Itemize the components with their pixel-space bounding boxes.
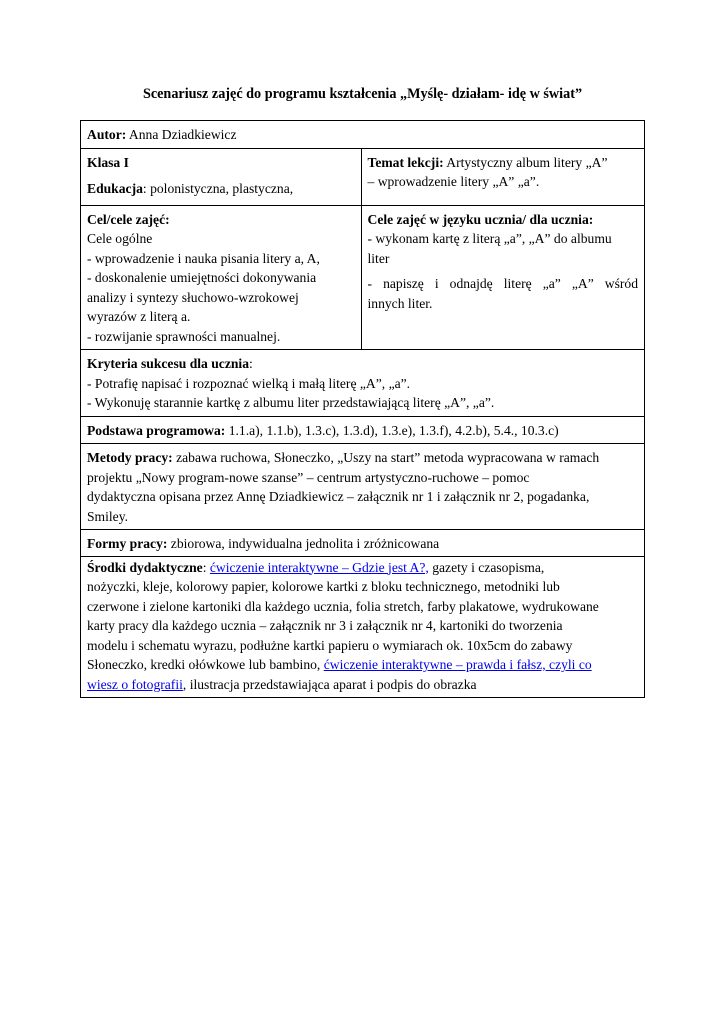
resources-text: , ilustracja przedstawiająca aparat i podpis do obrazka	[182, 676, 477, 692]
student-goal-item: innych liter.	[367, 295, 433, 311]
goals-row	[81, 205, 645, 350]
curriculum-label: Podstawa programowa:	[87, 422, 226, 438]
student-goals-cell	[361, 205, 645, 350]
topic-label: Temat lekcji:	[367, 154, 444, 170]
document-title: Scenariusz zajęć do programu kształcenia „Myślę- działam- idę w świat”	[142, 86, 583, 102]
education-line	[87, 179, 355, 199]
methods-row	[81, 444, 645, 530]
resources-text: gazety i czasopisma,	[428, 559, 545, 575]
methods-label: Metody pracy:	[87, 450, 173, 465]
resources-text: karty pracy dla każdego ucznia – załącznik nr 3 i załącznik nr 4, kartoniki do tworzenia	[87, 618, 563, 633]
class-cell	[81, 148, 362, 205]
education-label: Edukacja	[87, 181, 143, 196]
class-label: Klasa I	[87, 154, 129, 170]
lesson-table	[80, 120, 645, 698]
interactive-exercise-link-true-false-cont[interactable]: wiesz o fotografii	[87, 676, 183, 692]
resources-colon: :	[202, 559, 210, 575]
goal-item: - wprowadzenie i nauka pisania litery a, A,	[87, 250, 320, 266]
curriculum-row	[81, 416, 645, 444]
criteria-item: - Potrafię napisać i rozpoznać wielką i małą literę „A”, „a”.	[87, 375, 411, 391]
goal-item: - rozwijanie sprawności manualnej.	[87, 328, 281, 344]
topic-line-1	[368, 153, 639, 173]
topic-cell	[361, 148, 645, 205]
class-topic-row	[81, 148, 645, 205]
methods-text: zabawa ruchowa, Słoneczko, „Uszy na start” metoda wypracowana w ramach	[172, 450, 600, 465]
criteria-item: - Wykonuję starannie kartkę z albumu liter przedstawiającą literę „A”, „a”.	[87, 395, 495, 410]
goals-label: Cel/cele zajęć:	[87, 211, 170, 227]
student-goals-label: Cele zajęć w języku ucznia/ dla ucznia:	[367, 211, 594, 227]
goal-item: - doskonalenie umiejętności dokonywania	[87, 270, 317, 285]
methods-text: Smiley.	[87, 508, 129, 524]
resources-line-1	[87, 558, 638, 578]
criteria-colon: :	[249, 356, 253, 371]
goals-cell	[81, 205, 362, 350]
topic-value-1: Artystyczny album litery „A”	[443, 154, 608, 170]
forms-value: zbiorowa, indywidualna jednolita i zróżnicowana	[167, 536, 440, 551]
curriculum-cell	[81, 416, 645, 444]
resources-label: Środki dydaktyczne	[87, 559, 203, 575]
education-value: : polonistyczna, plastyczna,	[142, 181, 294, 196]
methods-line-1	[87, 448, 638, 468]
criteria-heading	[87, 354, 638, 374]
criteria-cell	[81, 350, 645, 417]
author-cell	[81, 121, 645, 149]
resources-row	[81, 556, 645, 698]
student-goal-item: - wykonam kartę z literą „a”, „A” do albumu	[367, 231, 612, 246]
author-row	[81, 121, 645, 149]
author-value: Anna Dziadkiewicz	[126, 127, 237, 142]
resources-line-5	[87, 655, 638, 675]
resources-text: czerwone i zielone kartoniki dla każdego ucznia, folia stretch, farby plakatowe, wydrukowane	[87, 598, 599, 614]
forms-row	[81, 530, 645, 557]
goal-item: wyrazów z literą a.	[87, 309, 191, 324]
resources-text: Słoneczko, kredki ołówkowe lub bambino,	[87, 657, 324, 672]
author-label: Autor:	[87, 127, 127, 142]
student-goal-item: - napiszę i odnajdę literę „a” „A” wśród	[367, 276, 638, 291]
forms-label: Formy pracy:	[87, 536, 168, 551]
methods-text: projektu „Nowy program-nowe szanse” – centrum artystyczno-ruchowe – pomoc	[87, 469, 530, 485]
topic-value-2: – wprowadzenie litery „A” „a”.	[367, 174, 540, 189]
goal-item: analizy i syntezy słuchowo-wzrokowej	[87, 289, 299, 305]
methods-cell	[81, 444, 645, 530]
criteria-label: Kryteria sukcesu dla ucznia	[87, 356, 249, 371]
curriculum-value: 1.1.a), 1.1.b), 1.3.c), 1.3.d), 1.3.e), 1.3.f), 4.2.b), 5.4., 10.3.c)	[225, 422, 559, 438]
student-goal-item: liter	[367, 250, 390, 266]
interactive-exercise-link-true-false[interactable]: ćwiczenie interaktywne – prawda i fałsz, czyli co	[323, 657, 592, 672]
methods-text: dydaktyczna opisana przez Annę Dziadkiewicz – załącznik nr 1 i załącznik nr 2, pogadanka,	[87, 489, 590, 504]
interactive-exercise-link-where-is-a[interactable]: ćwiczenie interaktywne – Gdzie jest A?,	[209, 559, 429, 575]
resources-text: modelu i schematu wyrazu, podłużne kartki papieru o wymiarach ok. 10x5cm do zabawy	[87, 637, 573, 653]
forms-cell	[81, 530, 645, 557]
goals-subheading: Cele ogólne	[87, 231, 153, 246]
resources-cell	[81, 556, 645, 698]
resources-text: nożyczki, kleje, kolorowy papier, kolorowe kartki z bloku technicznego, metodniki lub	[87, 579, 560, 594]
resources-line-6	[87, 675, 638, 695]
criteria-row	[81, 350, 645, 417]
